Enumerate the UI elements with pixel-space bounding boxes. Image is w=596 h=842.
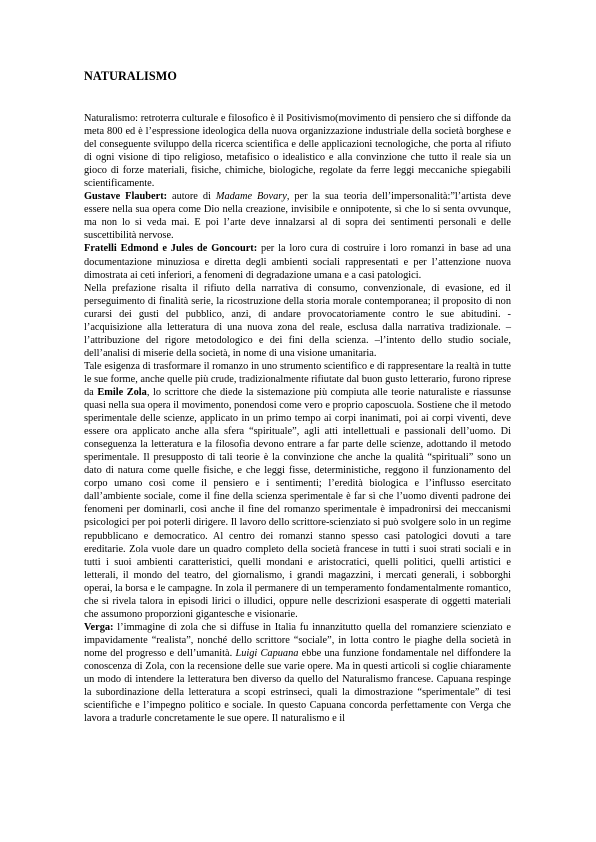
work-title-madame-bovary: Madame Bovary <box>215 191 287 203</box>
page-title: NATURALISMO <box>84 69 177 83</box>
name-emile-zola: Emile Zola <box>97 386 147 398</box>
heading-goncourt: Fratelli Edmond e Jules de Goncourt: <box>84 243 258 255</box>
zola-text-1: Tale esigenza di trasformare il romanzo in uno strumento scientifico e di rappresentare la realtà in tutte le sue forme, anche quelle più crude, tradizionalmente rifiutate dal buon gusto letterario, furono riprese da <box>84 360 511 398</box>
goncourt-text: per la loro cura di costruire i loro romanzi in base ad una documentazione minuziosa e diretta degli ambienti sociali rappresentati e per l’attenzione nuova dimostrata ai ceti inferiori, a fenomeni di degradazione umana e a casi patologici. <box>84 243 511 281</box>
document-body <box>84 112 511 725</box>
paragraph-verga <box>84 621 511 725</box>
paragraph-naturalismo: Naturalismo: retroterra culturale e filosofico è il Positivismo(movimento di pensiero che si diffonde da meta 800 ed è l’espressione ideologica della nuova organizzazione industriale della società borghese e del conseguente sviluppo della ricerca scientifica e delle applicazioni tecnologiche, che porta al rifiuto di ogni visione di tipo religioso, metafisico o idealistico e alla convinzione che tutto il reale sia un gioco di forze materiali, fisiche, chimiche, biologiche, regolate da ferre leggi meccaniche spiegabili scientificamente. <box>84 113 511 190</box>
flaubert-text-2: , per la sua teoria dell’impersonalità:”l’artista deve essere nella sua opera come Dio nella creazione, invisibile e onnipotente, sì che lo si senta ovvunque, ma non lo si veda mai. E poi l’arte deve innalzarsi al di sopra dei sentimenti personali e delle suscettibilità nervose. <box>84 191 511 242</box>
name-luigi-capuana: Luigi Capuana <box>235 647 299 659</box>
paragraph-prefazione: Nella prefazione risalta il rifiuto della narrativa di consumo, convenzionale, di evasione, ed il perseguimento di finalità serie, la ricostruzione della storia morale contemporanea; il proposito di non curarsi dei gusti del pubblico, anzi, di andare provocatoriamente contro le sue abitudini. -l’acquisizione alla letteratura di una nuova zona del reale, esclusa dalla narrativa tradizionale. – l’attribuzione del rigore metodologico e dei fini della scienza. –l’intento dello studio sociale, dell’analisi di miserie della società, in nome di una visione umanitaria. <box>84 282 511 359</box>
paragraph-flaubert <box>84 190 511 242</box>
paragraph-goncourt <box>84 242 511 281</box>
paragraph-zola <box>84 360 511 621</box>
verga-text-1: l’immagine di zola che si diffuse in Italia fu innanzitutto quella del romanziere scienziato e impavidamente “realista”, nonché dello scrittore “sociale”, in lotta contro le piaghe della società in nome del progresso e dell’umanità. <box>84 621 511 659</box>
heading-verga: Verga: <box>84 621 114 633</box>
heading-flaubert: Gustave Flaubert: <box>84 191 168 203</box>
zola-text-2: , lo scrittore che diede la sistemazione più compiuta alle teorie naturaliste e riassunse quasi nella sua opera il movimento, ponendosi come vero e proprio caposcuola. Sostiene che il metodo sperimentale delle scienze, applicato in un primo tempo ai corpi inanimati, poi ai corpi viventi, deve essere ora applicato anche alla sfera “spirituale”, agli atti intellettuali e passionali dell’uomo. Di conseguenza la letteratura e la filosofia devono entrare a far parte delle scienze, adottando il metodo sperimentale. Il presupposto di tali teorie è la convinzione che anche la qualità “spirituali” sono un dato di natura come quelle fisiche, e che leggi fisse, deterministiche, reggono il funzionamento del corpo umano così come il pensiero e i sentimenti; l’eredità biologica e l’influsso esercitato dall’ambiente sociale, come il fine della scienza sperimentale è far sì che l’uomo diventi padrone dei fenomeni per dominarli, così anche il fine del romanzo sperimentale è impadronirsi dei meccanismi psicologici per poi poterli dirigere. Il lavoro dello scrittore-scienziato si può svolgere solo in un regime repubblicano e democratico. Al centro dei romanzi stanno spesso casi patologici dovuti a tare ereditarie. Zola vuole dare un quadro completo della società francese in tutti i suoi strati sociali e in tutti i suoi ambienti caratteristici, quelli mondani e aristocratici, quelli politici, quelli artistici e letterali, il mondo del teatro, del giornalismo, i grandi magazzini, i mercati generali, i sobborghi operai, la borsa e le campagne. In zola il permanere di un temperamento fondamentalmente romantico, che si rivela talora in episodi lirici o illudici, oppure nelle descrizioni esasperate di oggetti materiali che assumono proporzioni gigantesche e visionarie. <box>84 386 512 620</box>
verga-text-2: ebbe una funzione fondamentale nel diffondere la conoscenza di Zola, con la recensione delle sue varie opere. Ma in questi articoli si coglie chiaramente un modo di intendere la letteratura ben diverso da quello del Naturalismo francese. Capuana respinge la subordinazione della letteratura a scopi estrinseci, quali la dimostrazione “sperimentale” di tesi scientifiche e l’impegno politico e sociale. In questo Capuana concorda perfettamente con Verga che lavora a tradurle concretamente le sue opere. Il naturalismo e il <box>84 647 511 725</box>
flaubert-text-1: autore di <box>167 191 216 203</box>
